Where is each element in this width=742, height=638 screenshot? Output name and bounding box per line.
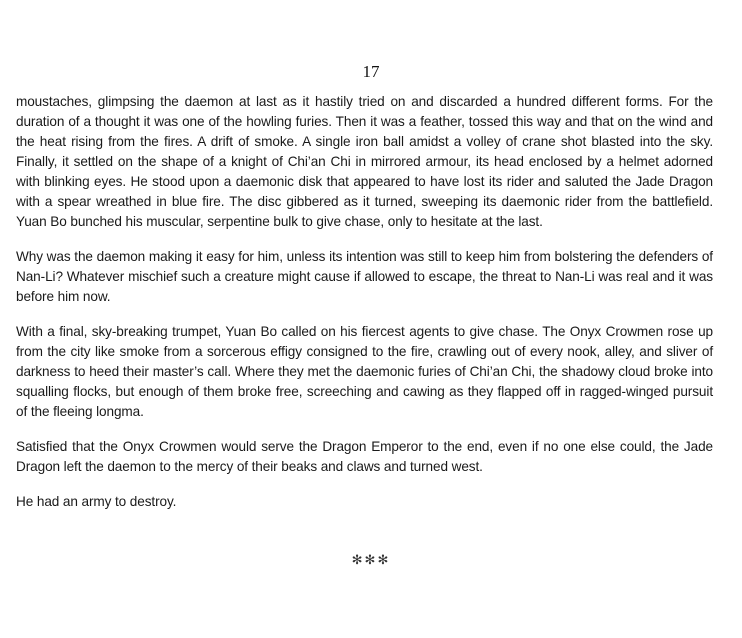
paragraph-5: He had an army to destroy. [16, 494, 177, 509]
paragraph-3: With a final, sky-breaking trumpet, Yuan Bo called on his fiercest agents to give chase. The Onyx Crowmen rose up from the city like smoke from a sorcerous effigy consigned to the fire, crawling out of every nook, alley, and sliver of darkness to heed their master’s call. Where they met the daemonic furies of Chi’an Chi, the shadowy cloud broke into squalling flocks, but enough of them broke free, screeching and cawing as they flapped off in ragged-winged pursuit of the fleeing longma. [16, 324, 713, 419]
section-break-separator: ✻✻✻ [351, 553, 391, 568]
page-number: 17 [362, 62, 380, 81]
body-text [16, 92, 713, 527]
paragraph-2: Why was the daemon making it easy for him, unless its intention was still to keep him from bolstering the defenders of Nan-Li? Whatever mischief such a creature might cause if allowed to escape, the threat to Nan-Li was real and it was before him now. [16, 249, 713, 304]
paragraph-1: moustaches, glimpsing the daemon at last as it hastily tried on and discarded a hundred different forms. For the duration of a thought it was one of the howling furies. Then it was a feather, tossed this way and that on the wind and the heat rising from the fires. A drift of smoke. A single iron ball amidst a volley of crane shot blasted into the sky. Finally, it settled on the shape of a knight of Chi’an Chi in mirrored armour, its head enclosed by a helmet adorned with blinking eyes. He stood upon a daemonic disk that appeared to have lost its rider and saluted the Jade Dragon with a spear wreathed in blue fire. The disc gibbered as it turned, sweeping its daemonic rider from the battlefield. Yuan Bo bunched his muscular, serpentine bulk to give chase, only to hesitate at the last. [16, 94, 713, 229]
paragraph-4: Satisfied that the Onyx Crowmen would serve the Dragon Emperor to the end, even if no one else could, the Jade Dragon left the daemon to the mercy of their beaks and claws and turned west. [16, 439, 713, 474]
